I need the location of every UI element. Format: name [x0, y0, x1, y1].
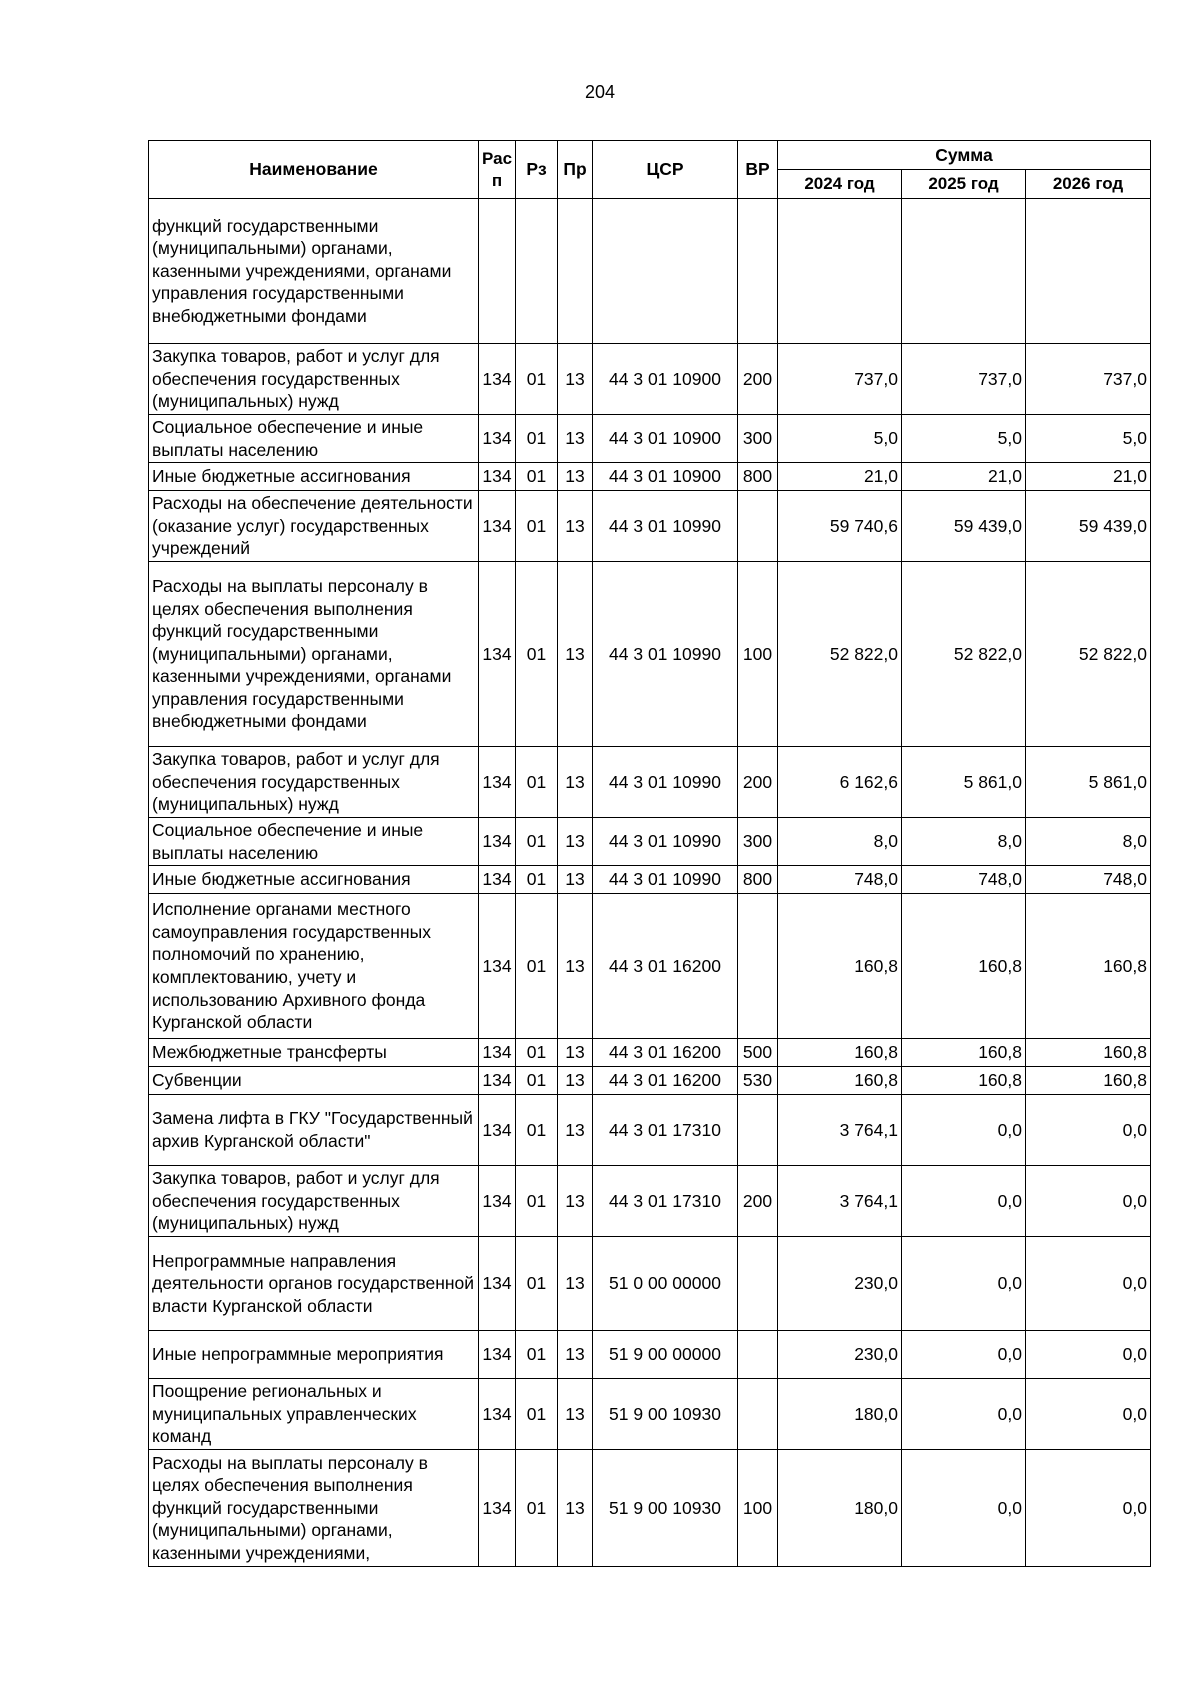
cell-name: Иные бюджетные ассигнования	[149, 866, 479, 894]
cell-vr: 100	[738, 562, 778, 747]
table-row	[149, 415, 1151, 463]
cell-name: Межбюджетные трансферты	[149, 1039, 479, 1067]
table-row	[149, 747, 1151, 818]
table-row	[149, 1237, 1151, 1331]
cell-pr: 13	[558, 562, 593, 747]
cell-csr: 44 3 01 10990	[593, 491, 738, 562]
cell-csr: 44 3 01 10900	[593, 415, 738, 463]
cell-rasp: 134	[479, 1039, 516, 1067]
cell-sum-2024: 180,0	[778, 1450, 902, 1567]
cell-sum-2025: 5,0	[902, 415, 1026, 463]
cell-pr: 13	[558, 415, 593, 463]
cell-sum-2025: 748,0	[902, 866, 1026, 894]
table-row	[149, 866, 1151, 894]
cell-sum-2024: 160,8	[778, 1039, 902, 1067]
cell-rasp: 134	[479, 1237, 516, 1331]
table-row	[149, 562, 1151, 747]
cell-vr: 300	[738, 818, 778, 866]
cell-sum-2025: 21,0	[902, 463, 1026, 491]
cell-sum-2024: 748,0	[778, 866, 902, 894]
cell-name: Расходы на обеспечение деятельности (оказание услуг) государственных учреждений	[149, 491, 479, 562]
cell-vr: 800	[738, 463, 778, 491]
cell-sum-2024: 52 822,0	[778, 562, 902, 747]
cell-rz: 01	[516, 747, 558, 818]
cell-name: Субвенции	[149, 1067, 479, 1095]
cell-rasp: 134	[479, 818, 516, 866]
cell-csr: 44 3 01 17310	[593, 1166, 738, 1237]
cell-name: функций государственными (муниципальными) органами, казенными учреждениями, органами управления государственными внебюджетными фондами	[149, 199, 479, 344]
cell-sum-2026: 748,0	[1026, 866, 1151, 894]
cell-sum-2026: 0,0	[1026, 1331, 1151, 1379]
cell-csr: 44 3 01 10990	[593, 562, 738, 747]
cell-sum-2025: 52 822,0	[902, 562, 1026, 747]
cell-csr: 44 3 01 16200	[593, 1067, 738, 1095]
cell-pr	[558, 199, 593, 344]
cell-sum-2025: 5 861,0	[902, 747, 1026, 818]
cell-sum-2025: 0,0	[902, 1379, 1026, 1450]
cell-csr: 44 3 01 16200	[593, 894, 738, 1039]
table-row	[149, 1039, 1151, 1067]
cell-rasp: 134	[479, 1166, 516, 1237]
cell-sum-2025: 0,0	[902, 1166, 1026, 1237]
cell-sum-2025: 160,8	[902, 894, 1026, 1039]
cell-csr: 44 3 01 10990	[593, 866, 738, 894]
budget-table	[148, 140, 1151, 1567]
cell-sum-2026: 52 822,0	[1026, 562, 1151, 747]
column-header-year-2024: 2024 год	[778, 170, 902, 199]
column-header-rz: Рз	[516, 141, 558, 199]
cell-sum-2025: 59 439,0	[902, 491, 1026, 562]
cell-sum-2025: 160,8	[902, 1067, 1026, 1095]
cell-pr: 13	[558, 1237, 593, 1331]
cell-rz: 01	[516, 562, 558, 747]
table-row	[149, 1067, 1151, 1095]
cell-rz: 01	[516, 463, 558, 491]
cell-rasp: 134	[479, 894, 516, 1039]
table-row	[149, 199, 1151, 344]
cell-pr: 13	[558, 1039, 593, 1067]
cell-rasp: 134	[479, 747, 516, 818]
cell-sum-2025: 160,8	[902, 1039, 1026, 1067]
cell-pr: 13	[558, 894, 593, 1039]
table-header-row	[149, 141, 1151, 170]
cell-pr: 13	[558, 1095, 593, 1166]
cell-vr: 100	[738, 1450, 778, 1567]
cell-rz: 01	[516, 491, 558, 562]
table-row	[149, 1331, 1151, 1379]
column-header-vr: ВР	[738, 141, 778, 199]
cell-sum-2024: 6 162,6	[778, 747, 902, 818]
cell-vr	[738, 1095, 778, 1166]
cell-vr	[738, 894, 778, 1039]
cell-csr: 44 3 01 17310	[593, 1095, 738, 1166]
cell-name: Непрограммные направления деятельности органов государственной власти Курганской области	[149, 1237, 479, 1331]
cell-rz: 01	[516, 1379, 558, 1450]
cell-vr	[738, 199, 778, 344]
cell-vr: 200	[738, 747, 778, 818]
cell-rasp: 134	[479, 344, 516, 415]
cell-pr: 13	[558, 1067, 593, 1095]
cell-sum-2026: 0,0	[1026, 1237, 1151, 1331]
cell-sum-2024: 160,8	[778, 894, 902, 1039]
cell-sum-2024: 230,0	[778, 1331, 902, 1379]
column-header-year-2026: 2026 год	[1026, 170, 1151, 199]
cell-sum-2026: 0,0	[1026, 1166, 1151, 1237]
cell-rz: 01	[516, 344, 558, 415]
cell-rasp: 134	[479, 1379, 516, 1450]
cell-csr: 44 3 01 10900	[593, 344, 738, 415]
cell-name: Социальное обеспечение и иные выплаты населению	[149, 415, 479, 463]
cell-sum-2024: 3 764,1	[778, 1166, 902, 1237]
cell-csr: 51 9 00 00000	[593, 1331, 738, 1379]
cell-sum-2026: 0,0	[1026, 1450, 1151, 1567]
cell-sum-2026: 0,0	[1026, 1379, 1151, 1450]
cell-sum-2024: 5,0	[778, 415, 902, 463]
column-header-csr: ЦСР	[593, 141, 738, 199]
cell-csr	[593, 199, 738, 344]
cell-sum-2025: 0,0	[902, 1450, 1026, 1567]
cell-sum-2026: 737,0	[1026, 344, 1151, 415]
cell-pr: 13	[558, 1166, 593, 1237]
cell-rz: 01	[516, 1450, 558, 1567]
cell-pr: 13	[558, 818, 593, 866]
cell-rz: 01	[516, 1039, 558, 1067]
cell-sum-2026: 59 439,0	[1026, 491, 1151, 562]
cell-rz: 01	[516, 1166, 558, 1237]
cell-name: Расходы на выплаты персоналу в целях обеспечения выполнения функций государственными (муниципальными) органами, казенными учреждениями, органами управления государственными внебюджетными фондами	[149, 562, 479, 747]
cell-sum-2024	[778, 199, 902, 344]
column-header-rasp: Рас п	[479, 141, 516, 199]
cell-rasp: 134	[479, 463, 516, 491]
cell-sum-2025: 737,0	[902, 344, 1026, 415]
cell-sum-2026: 0,0	[1026, 1095, 1151, 1166]
cell-pr: 13	[558, 344, 593, 415]
cell-name: Замена лифта в ГКУ "Государственный архив Курганской области"	[149, 1095, 479, 1166]
cell-sum-2026: 21,0	[1026, 463, 1151, 491]
cell-sum-2025: 0,0	[902, 1095, 1026, 1166]
cell-rz: 01	[516, 1067, 558, 1095]
cell-rz: 01	[516, 1331, 558, 1379]
table-row	[149, 344, 1151, 415]
cell-rasp: 134	[479, 1067, 516, 1095]
cell-rasp: 134	[479, 1331, 516, 1379]
cell-csr: 51 0 00 00000	[593, 1237, 738, 1331]
cell-sum-2025: 8,0	[902, 818, 1026, 866]
table-row	[149, 1379, 1151, 1450]
cell-name: Социальное обеспечение и иные выплаты населению	[149, 818, 479, 866]
cell-rz: 01	[516, 415, 558, 463]
cell-name: Исполнение органами местного самоуправления государственных полномочий по хранению, комплектованию, учету и использованию Архивного фонда Курганской области	[149, 894, 479, 1039]
cell-rasp: 134	[479, 1450, 516, 1567]
cell-name: Закупка товаров, работ и услуг для обеспечения государственных (муниципальных) нужд	[149, 1166, 479, 1237]
column-header-name: Наименование	[149, 141, 479, 199]
cell-pr: 13	[558, 491, 593, 562]
column-header-year-2025: 2025 год	[902, 170, 1026, 199]
table-row	[149, 491, 1151, 562]
cell-sum-2025: 0,0	[902, 1237, 1026, 1331]
cell-vr	[738, 1331, 778, 1379]
cell-vr: 200	[738, 344, 778, 415]
cell-rasp: 134	[479, 415, 516, 463]
cell-sum-2024: 737,0	[778, 344, 902, 415]
cell-vr: 200	[738, 1166, 778, 1237]
cell-sum-2026: 5 861,0	[1026, 747, 1151, 818]
cell-vr: 500	[738, 1039, 778, 1067]
table-row	[149, 463, 1151, 491]
cell-sum-2024: 180,0	[778, 1379, 902, 1450]
cell-sum-2025	[902, 199, 1026, 344]
cell-sum-2026: 160,8	[1026, 894, 1151, 1039]
cell-sum-2026: 160,8	[1026, 1039, 1151, 1067]
cell-name: Закупка товаров, работ и услуг для обеспечения государственных (муниципальных) нужд	[149, 747, 479, 818]
cell-name: Иные бюджетные ассигнования	[149, 463, 479, 491]
cell-csr: 44 3 01 16200	[593, 1039, 738, 1067]
cell-rz: 01	[516, 818, 558, 866]
cell-rasp: 134	[479, 491, 516, 562]
cell-name: Поощрение региональных и муниципальных управленческих команд	[149, 1379, 479, 1450]
cell-sum-2024: 8,0	[778, 818, 902, 866]
cell-sum-2024: 230,0	[778, 1237, 902, 1331]
cell-rasp	[479, 199, 516, 344]
cell-name: Иные непрограммные мероприятия	[149, 1331, 479, 1379]
cell-csr: 44 3 01 10900	[593, 463, 738, 491]
cell-vr	[738, 1379, 778, 1450]
cell-pr: 13	[558, 463, 593, 491]
table-row	[149, 1450, 1151, 1567]
table-row	[149, 894, 1151, 1039]
cell-pr: 13	[558, 1331, 593, 1379]
page-number: 204	[584, 82, 616, 102]
cell-pr: 13	[558, 866, 593, 894]
cell-sum-2026: 160,8	[1026, 1067, 1151, 1095]
cell-vr: 300	[738, 415, 778, 463]
cell-sum-2024: 21,0	[778, 463, 902, 491]
cell-vr: 800	[738, 866, 778, 894]
cell-sum-2026: 8,0	[1026, 818, 1151, 866]
cell-rz	[516, 199, 558, 344]
cell-vr	[738, 491, 778, 562]
cell-pr: 13	[558, 1450, 593, 1567]
table-row	[149, 1166, 1151, 1237]
cell-sum-2024: 3 764,1	[778, 1095, 902, 1166]
cell-pr: 13	[558, 747, 593, 818]
cell-sum-2024: 160,8	[778, 1067, 902, 1095]
table-body	[149, 199, 1151, 1567]
cell-rasp: 134	[479, 562, 516, 747]
cell-rz: 01	[516, 866, 558, 894]
column-header-sum: Сумма	[778, 141, 1151, 170]
cell-vr: 530	[738, 1067, 778, 1095]
cell-csr: 44 3 01 10990	[593, 747, 738, 818]
cell-rz: 01	[516, 894, 558, 1039]
cell-csr: 51 9 00 10930	[593, 1379, 738, 1450]
cell-rz: 01	[516, 1095, 558, 1166]
table-row	[149, 1095, 1151, 1166]
cell-rasp: 134	[479, 866, 516, 894]
cell-sum-2024: 59 740,6	[778, 491, 902, 562]
cell-sum-2026	[1026, 199, 1151, 344]
cell-vr	[738, 1237, 778, 1331]
cell-name: Закупка товаров, работ и услуг для обеспечения государственных (муниципальных) нужд	[149, 344, 479, 415]
cell-sum-2026: 5,0	[1026, 415, 1151, 463]
cell-sum-2025: 0,0	[902, 1331, 1026, 1379]
cell-name: Расходы на выплаты персоналу в целях обеспечения выполнения функций государственными (муниципальными) органами, казенными учреждениями,	[149, 1450, 479, 1567]
cell-rasp: 134	[479, 1095, 516, 1166]
cell-csr: 44 3 01 10990	[593, 818, 738, 866]
cell-csr: 51 9 00 10930	[593, 1450, 738, 1567]
cell-pr: 13	[558, 1379, 593, 1450]
table-row	[149, 818, 1151, 866]
cell-rz: 01	[516, 1237, 558, 1331]
column-header-pr: Пр	[558, 141, 593, 199]
